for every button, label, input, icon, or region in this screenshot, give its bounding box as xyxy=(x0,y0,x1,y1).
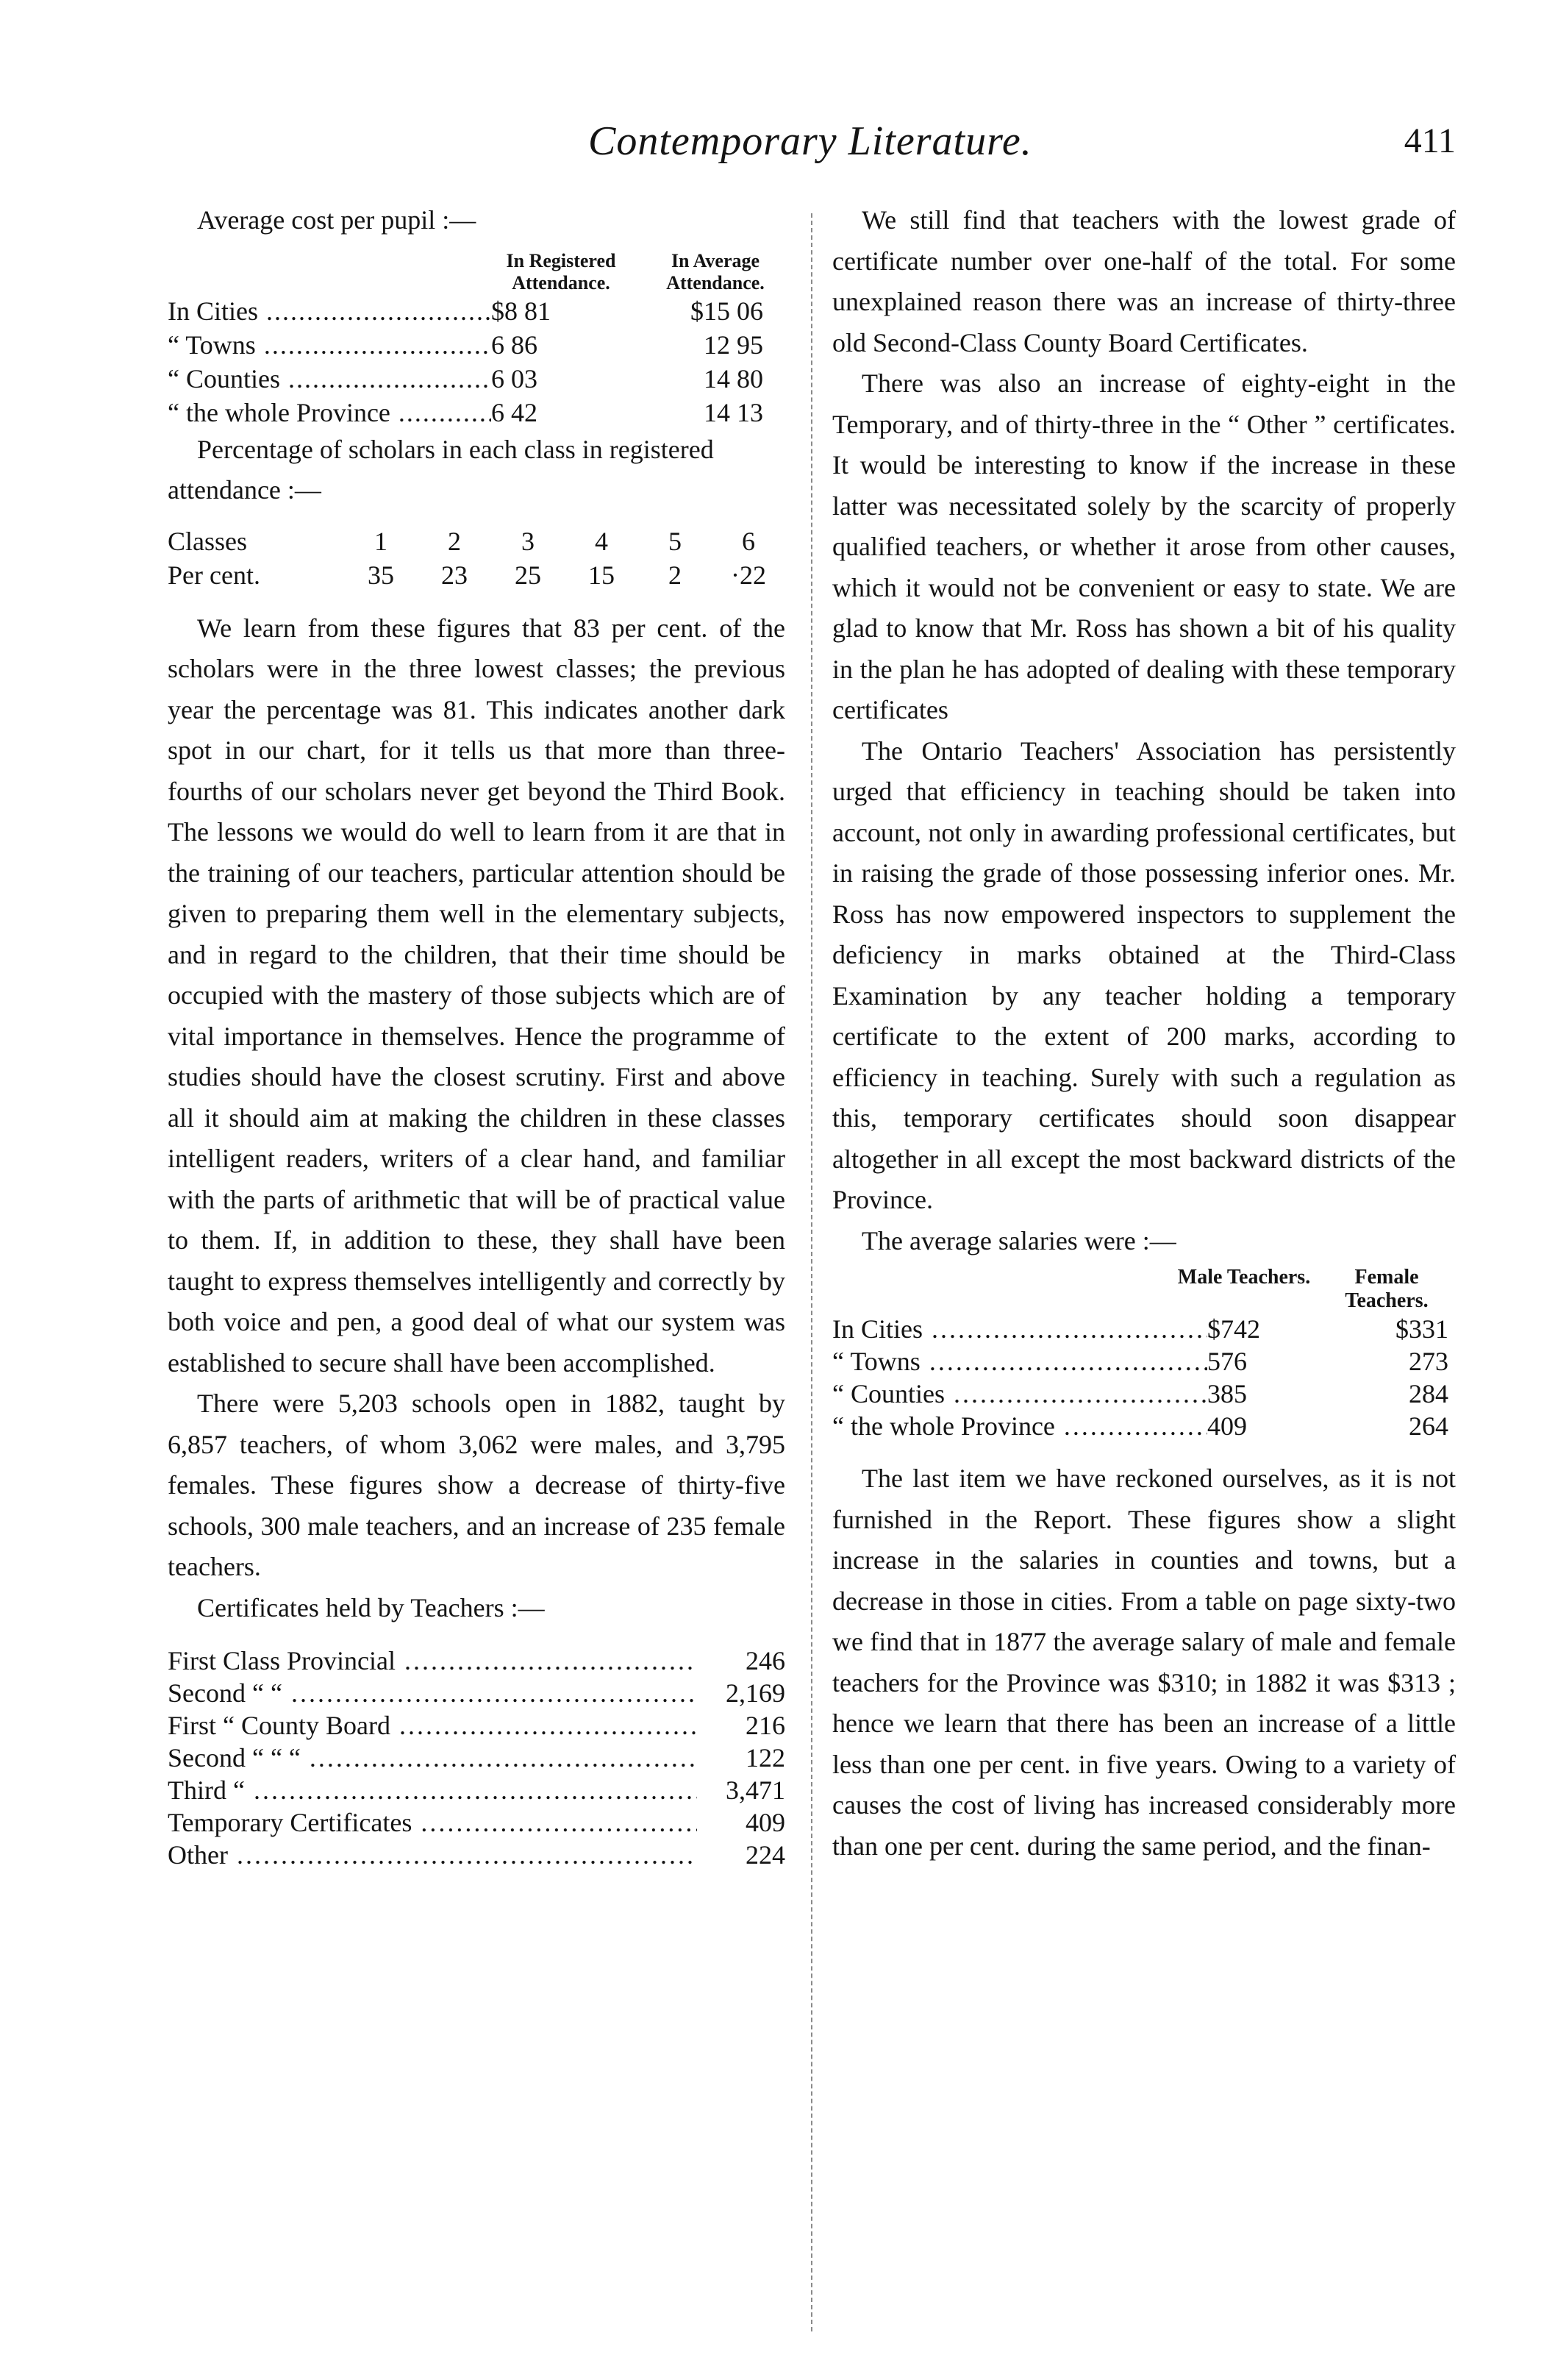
paragraph: There was also an increase of eighty-eight in the Temporary, and of thirty-three in the “ Other ” certificates. It would be interesting to know if the increase in these latter was necessitated solely by the scarcity of properly qualified teachers, or whether it arose from other causes, which it would not be convenient or easy to state. We are glad to know that Mr. Ross has shown a bit of his quality in the plan he has adopted of dealing with these temporary certificates xyxy=(832,368,1456,724)
cost-row xyxy=(168,396,785,430)
paragraph: The Ontario Teachers' Association has persistently urged that efficiency in teaching should be taken into account, not only in awarding professional certificates, but in raising the grade of those possessing inferior ones. Mr. Ross has now empowered inspectors to supplement the deficiency in marks obtained at the Third-Class Examination by any teacher holding a temporary certificate to the extent of 200 marks, according to efficiency in teaching. Surely with such a regulation as this, temporary certificates should soon disappear altogether in all except the most backward districts of the Province. xyxy=(832,735,1456,1214)
certificate-label: First Class Provincial ..... xyxy=(168,1645,697,1677)
certificates-intro: Certificates held by Teachers :— xyxy=(197,1592,545,1622)
salary-row xyxy=(832,1313,1456,1345)
certificate-count: 224 xyxy=(746,1840,785,1870)
certificate-row xyxy=(168,1774,785,1806)
salaries-intro: The average salaries were :— xyxy=(862,1225,1176,1255)
certificate-count: 246 xyxy=(746,1646,785,1675)
salary-row-label: In Cities ..... xyxy=(832,1313,1207,1345)
cost-table-header xyxy=(168,250,785,294)
certificate-row xyxy=(168,1806,785,1839)
classes-label: Classes xyxy=(168,526,247,556)
cost-row-label: “ Counties ..... xyxy=(168,362,491,396)
certificate-row xyxy=(168,1742,785,1774)
salary-female: 264 xyxy=(1409,1411,1448,1441)
salaries-col-female: Female Teachers. xyxy=(1345,1266,1429,1312)
certificate-count: 122 xyxy=(746,1743,785,1772)
salary-male: $742 xyxy=(1207,1314,1260,1344)
running-title: Contemporary Literature. xyxy=(588,118,1032,164)
percentage-intro: Percentage of scholars in each class in registered attendance :— xyxy=(168,434,714,505)
column-divider xyxy=(811,213,812,2331)
class-number: 1 xyxy=(374,526,387,556)
cost-row-label: “ Towns ..... xyxy=(168,328,491,362)
certificate-label: Other ..... xyxy=(168,1839,697,1871)
right-column xyxy=(832,200,1456,1867)
salary-female: 284 xyxy=(1409,1379,1448,1408)
salary-male: 576 xyxy=(1207,1347,1247,1376)
salary-female: 273 xyxy=(1409,1347,1448,1376)
class-percent: 2 xyxy=(668,560,682,590)
class-percent: 25 xyxy=(515,560,541,590)
certificates-table xyxy=(168,1645,785,1871)
class-number: 2 xyxy=(448,526,461,556)
percent-row xyxy=(168,558,785,592)
cost-registered: 6 03 xyxy=(491,363,537,393)
cost-table xyxy=(168,250,785,430)
class-percent: ·22 xyxy=(731,560,766,590)
salary-male: 385 xyxy=(1207,1379,1247,1408)
cost-row-label: “ the whole Province ..... xyxy=(168,396,491,430)
page-number: 411 xyxy=(1404,121,1456,160)
percent-label: Per cent. xyxy=(168,560,260,590)
cost-row xyxy=(168,362,785,396)
certificate-count: 3,471 xyxy=(726,1775,785,1805)
cost-registered: 6 86 xyxy=(491,329,537,360)
certificate-count: 409 xyxy=(746,1808,785,1837)
cost-row xyxy=(168,294,785,328)
certificate-count: 2,169 xyxy=(726,1678,785,1708)
class-percent: 23 xyxy=(441,560,468,590)
salary-row xyxy=(832,1345,1456,1378)
paragraph: We still find that teachers with the lowest grade of certificate number over one-half of the total. For some unexplained reason there was an increase of thirty-three old Second-Class County Board Certificates. xyxy=(832,205,1456,357)
certificate-row xyxy=(168,1645,785,1677)
cost-row xyxy=(168,328,785,362)
cost-intro: Average cost per pupil :— xyxy=(197,205,476,235)
salary-female: $331 xyxy=(1395,1314,1448,1344)
cost-row-label: In Cities ..... xyxy=(168,294,491,328)
certificate-label: Second “ “ “ ..... xyxy=(168,1742,697,1774)
class-number: 3 xyxy=(521,526,535,556)
certificate-label: Third “ ..... xyxy=(168,1774,697,1806)
paragraph: The last item we have reckoned ourselves, as it is not furnished in the Report. These figures show a slight increase in the salaries in counties and towns, but a decrease in those in cities. From a table on page sixty-two we find that in 1877 the average salary of male and female teachers for the Province was $310; in 1882 it was $313 ; hence we learn that there has been an increase of a little less than one per cent. in five years. Owing to a variety of causes the cost of living has increased considerably more than one per cent. during the same period, and the finan- xyxy=(832,1464,1456,1861)
cost-col-average: In Average Attendance. xyxy=(666,249,765,293)
cost-average: 14 80 xyxy=(704,363,763,393)
certificate-count: 216 xyxy=(746,1711,785,1740)
classes-row xyxy=(168,524,785,558)
class-number: 6 xyxy=(742,526,755,556)
salaries-table xyxy=(832,1266,1456,1442)
cost-registered: 6 42 xyxy=(491,397,537,427)
salary-row xyxy=(832,1378,1456,1410)
salaries-table-header xyxy=(832,1266,1456,1313)
salary-row-label: “ the whole Province ..... xyxy=(832,1410,1207,1442)
cost-average: 12 95 xyxy=(704,329,763,360)
cost-average: 14 13 xyxy=(704,397,763,427)
cost-col-registered: In Registered Attendance. xyxy=(506,249,616,293)
class-percent: 35 xyxy=(368,560,394,590)
class-number: 5 xyxy=(668,526,682,556)
salary-row-label: “ Counties ..... xyxy=(832,1378,1207,1410)
left-column xyxy=(168,200,785,1871)
running-head xyxy=(162,118,1456,184)
cost-registered: $8 81 xyxy=(491,296,551,326)
class-percent: 15 xyxy=(588,560,615,590)
paragraph: There were 5,203 schools open in 1882, taught by 6,857 teachers, of whom 3,062 were males, and 3,795 females. These figures show a decrease of thirty-five schools, 300 male teachers, and an increase of 235 female teachers. xyxy=(168,1389,785,1581)
certificate-row xyxy=(168,1677,785,1709)
salary-row xyxy=(832,1410,1456,1442)
certificate-label: First “ County Board ..... xyxy=(168,1709,697,1742)
classes-table xyxy=(168,524,785,592)
certificate-label: Temporary Certificates ..... xyxy=(168,1806,697,1839)
salary-male: 409 xyxy=(1207,1411,1247,1441)
cost-average: $15 06 xyxy=(690,296,763,326)
certificate-row xyxy=(168,1709,785,1742)
certificate-label: Second “ “ ..... xyxy=(168,1677,697,1709)
salary-row-label: “ Towns ..... xyxy=(832,1345,1207,1378)
paragraph: We learn from these figures that 83 per cent. of the scholars were in the three lowest classes; the previous year the percentage was 81. This indicates another dark spot in our chart, for it tells us that more than three-fourths of our scholars never get beyond the Third Book. The lessons we would do well to learn from it are that in the training of our teachers, particular attention should be given to preparing them well in the elementary subjects, and in regard to the children, that their time should be occupied with the mastery of those subjects which are of vital importance in themselves. Hence the programme of studies should have the closest scrutiny. First and above all it should aim at making the children in these classes intelligent readers, writers of a clear hand, and familiar with the parts of arithmetic that will be of practical value to them. If, in addition to these, they shall have been taught to express themselves intelligently and correctly by both voice and pen, a good deal of what our system was established to secure shall have been accomplished. xyxy=(168,613,785,1378)
class-number: 4 xyxy=(595,526,608,556)
certificate-row xyxy=(168,1839,785,1871)
salaries-col-male: Male Teachers. xyxy=(1177,1266,1311,1289)
